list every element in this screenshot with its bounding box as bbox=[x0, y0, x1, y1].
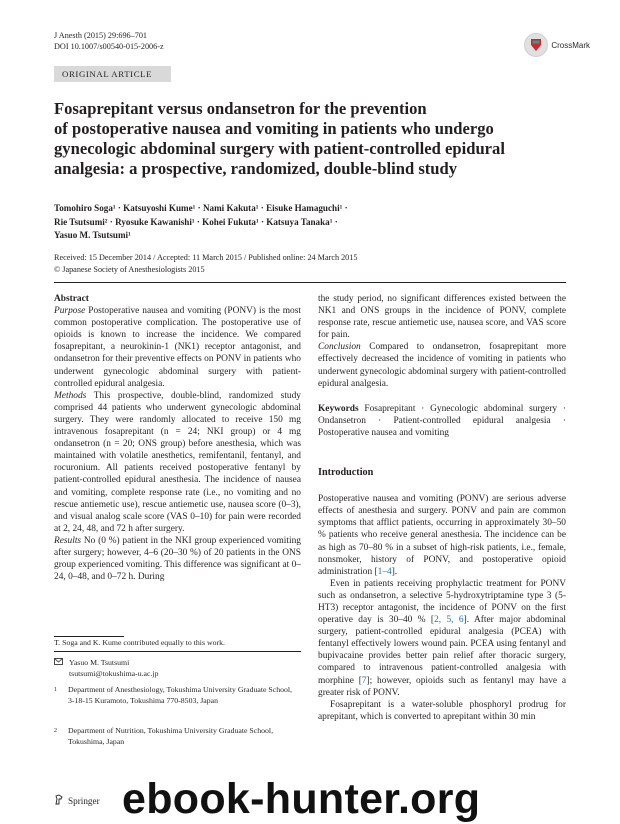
intro-paragraph-3: Fosaprepitant is a water-soluble phosphoryl prodrug for aprepitant, which is converted to aprepitant within 30 min bbox=[318, 699, 566, 722]
correspondent-email[interactable]: tsutsumi@tokushima-u.ac.jp bbox=[69, 668, 159, 678]
crossmark-label: CrossMark bbox=[551, 40, 590, 50]
footnote-separator bbox=[54, 651, 301, 652]
received-dates: Received: 15 December 2014 / Accepted: 11 March 2015 / Published online: 24 March 2015 bbox=[54, 253, 358, 262]
abstract-conclusion bbox=[318, 341, 566, 389]
results-label: Results bbox=[54, 535, 82, 546]
correspondent-name: Yasuo M. Tsutsumi bbox=[69, 658, 130, 667]
watermark: ebook-hunter.org bbox=[122, 775, 481, 823]
crossmark-badge[interactable] bbox=[524, 32, 590, 58]
abstract-left bbox=[54, 293, 301, 583]
intro-paragraph-1 bbox=[318, 493, 566, 578]
affiliation-2 bbox=[54, 726, 294, 747]
author-line: Yasuo M. Tsutsumi¹ bbox=[54, 230, 131, 240]
author-line: Tomohiro Soga¹ · Katsuyoshi Kume¹ · Nami Kakuta¹ · Eisuke Hamaguchi¹ · bbox=[54, 203, 348, 213]
results-continued: the study period, no significant differences existed between the NK1 and ONS groups in the incidence of PONV, complete response rate, rescue antiemetic use, nausea score, and VAS score for pain. bbox=[318, 294, 566, 341]
introduction-heading: Introduction bbox=[318, 467, 374, 479]
purpose-text: Postoperative nausea and vomiting (PONV) is the most common postoperative complication. The postoperative use of opioids is known to increase the incidence. We compared fosaprepitant, a neurokinin-1 (NK1) receptor antagonist, and ondansetron for their preventive effects on PONV in patients who underwent gynecologic abdominal surgery with patient-controlled epidural analgesia. bbox=[54, 306, 301, 389]
purpose-label: Purpose bbox=[54, 306, 86, 317]
intro-text: ]. bbox=[391, 566, 398, 577]
header-divider bbox=[54, 282, 566, 283]
author-list bbox=[54, 202, 574, 243]
conclusion-text: Compared to ondansetron, fosaprepitant more effectively decreased the incidence of vomiting in patients who underwent gynecologic abdominal surgery with patient-controlled epidural analgesia. bbox=[318, 342, 566, 389]
publication-dates bbox=[54, 252, 574, 275]
abstract-results bbox=[54, 535, 301, 583]
affiliation-text: Department of Nutrition, Tokushima University Graduate School, Tokushima, Japan bbox=[68, 726, 274, 746]
crossmark-icon bbox=[524, 33, 548, 57]
title-line: of postoperative nausea and vomiting in patients who undergo bbox=[54, 119, 494, 138]
affiliation-text: Department of Anesthesiology, Tokushima University Graduate School, 3-18-15 Kuramoto, Tokushima 770-8503, Japan bbox=[68, 685, 293, 705]
article-title bbox=[54, 99, 574, 179]
methods-text: This prospective, double-blind, randomized study comprised 44 patients who underwent gynecologic abdominal surgery. They were randomly allocated to receive 150 mg intravenous fosaprepitant (n = 24; NKI group) or 4 mg ondansetron (n = 20; ONS group) before anesthesia, which was maintained with volatile anesthetics, remifentanil, fentanyl, and rocuronium. All patients received postoperative fentanyl by patient-controlled epidural anesthesia. The incidence of nausea and vomiting, complete response rate (i.e., no vomiting and no rescue antiemetic use), rescue antiemetic use, nausea score (0–3), and visual analog scale score (VAS 0–10) for pain were recorded at 2, 24, 48, and 72 h after surgery. bbox=[54, 390, 301, 534]
correspondence-block bbox=[54, 658, 294, 679]
author-line: Rie Tsutsumi² · Ryosuke Kawanishi¹ · Kohei Fukuta¹ · Katsuya Tanaka¹ · bbox=[54, 216, 338, 227]
journal-citation: J Anesth (2015) 29:696–701 bbox=[54, 31, 148, 40]
springer-horse-icon bbox=[54, 794, 64, 807]
intro-text: ]. After major abdominal surgery, patient-controlled epidural analgesia (PCEA) with fentanyl effectively lowers wound pain. PCEA using fentanyl and bupivacaine provides better pain relief after thoracic surgery, compared to intravenous patient-controlled analgesia with morphine [ bbox=[318, 615, 567, 686]
affiliation-1 bbox=[54, 685, 294, 706]
article-type-badge: ORIGINAL ARTICLE bbox=[54, 66, 171, 82]
equal-contribution-note: T. Soga and K. Kume contributed equally to this work. bbox=[54, 638, 225, 647]
abstract-methods bbox=[54, 390, 301, 535]
keywords-label: Keywords bbox=[318, 403, 359, 414]
citation-link[interactable]: 7 bbox=[361, 675, 367, 686]
publisher-logo bbox=[54, 794, 100, 807]
methods-label: Methods bbox=[54, 390, 87, 401]
envelope-icon bbox=[54, 658, 63, 679]
keywords-text: Fosaprepitant · Gynecologic abdominal surgery · Ondansetron · Patient-controlled epidural analgesia · Postoperative nausea and vomiting bbox=[318, 403, 566, 438]
footnote-divider bbox=[54, 636, 124, 637]
publisher-name: Springer bbox=[68, 795, 100, 806]
results-text: No (0 %) patient in the NKI group experienced vomiting after surgery; however, 4–6 (20–30 %) of 20 patients in the ONS group experienced vomiting. This difference was significant at 0–24, 0–48, and 0–72 h. During bbox=[54, 535, 301, 583]
conclusion-label: Conclusion bbox=[318, 342, 361, 353]
copyright-line: © Japanese Society of Anesthesiologists 2015 bbox=[54, 264, 205, 274]
abstract-heading: Abstract bbox=[54, 294, 89, 304]
citation-link[interactable]: 2, 5, 6 bbox=[434, 615, 464, 626]
intro-text: Postoperative nausea and vomiting (PONV) are serious adverse effects of anesthesia and surgery. PONV and pain are common symptoms that afflict patients, occurring in approximately 30–50 % patients who receive general anesthesia. The incidence can be as high as 70–80 % in a subset of high-risk patients, i.e., female, nonsmoker, history of PONV, and postoperative opioid administration [ bbox=[318, 494, 566, 577]
intro-text: Even in patients receiving prophylactic treatment for PONV such as ondansetron, a selective 5-hydroxytriptamine type 3 (5-HT3) receptor antagonist, the incidence of PONV on the first operative day is 30–40 % [ bbox=[318, 578, 566, 626]
doi-line[interactable]: DOI 10.1007/s00540-015-2006-z bbox=[54, 42, 164, 51]
intro-text: ]; however, opioids such as fentanyl may have a greater risk of PONV. bbox=[318, 675, 566, 698]
title-line: gynecologic abdominal surgery with patient-controlled epidural bbox=[54, 139, 505, 158]
affiliation-number: 1 bbox=[54, 687, 57, 693]
keywords bbox=[318, 403, 566, 439]
abstract-purpose bbox=[54, 305, 301, 390]
citation-link[interactable]: 1–4 bbox=[377, 566, 392, 577]
intro-paragraph-2 bbox=[318, 578, 566, 699]
abstract-right bbox=[318, 293, 566, 723]
affiliation-number: 2 bbox=[54, 728, 57, 734]
title-line: Fosaprepitant versus ondansetron for the prevention bbox=[54, 99, 427, 118]
title-line: analgesia: a prospective, randomized, double-blind study bbox=[54, 159, 458, 178]
